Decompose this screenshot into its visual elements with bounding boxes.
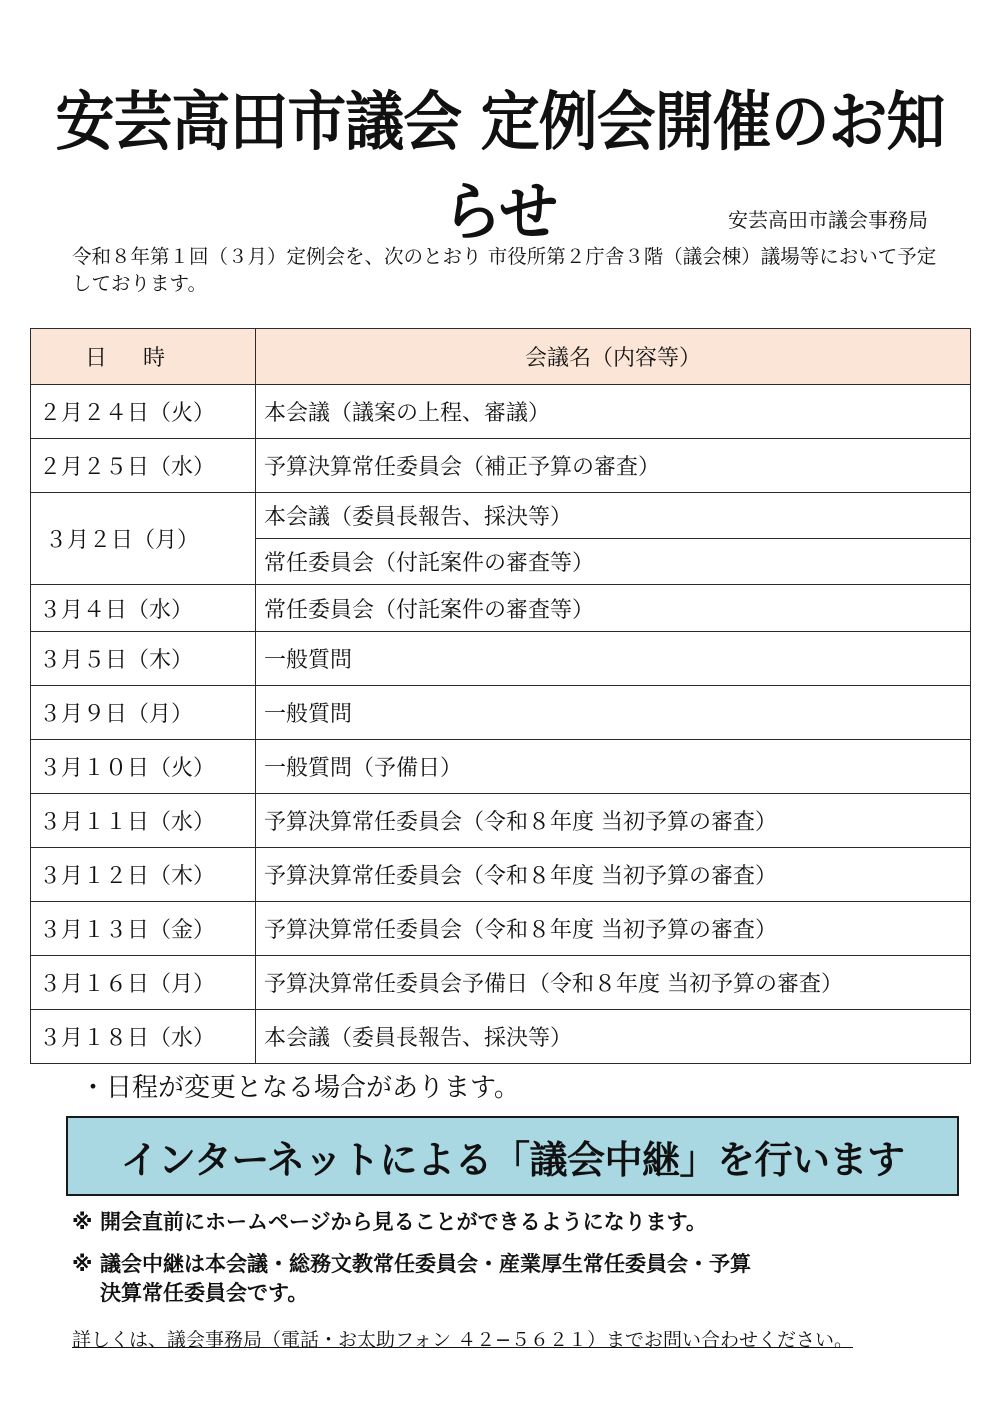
- table-row: [31, 686, 971, 740]
- meeting-name: 一般質問: [256, 632, 971, 686]
- schedule-date: ３月１０日（火）: [31, 740, 256, 794]
- table-header-row: [31, 329, 971, 385]
- page-title: 安芸高田市議会 定例会開催のお知らせ: [55, 86, 945, 250]
- schedule-date: ３月１３日（金）: [31, 902, 256, 956]
- meeting-name: 常任委員会（付託案件の審査等）: [256, 539, 971, 585]
- schedule-date: ３月１６日（月）: [31, 956, 256, 1010]
- remark-mark: ※: [72, 1210, 93, 1234]
- meeting-name: 予算決算常任委員会（令和８年度 当初予算の審査）: [256, 794, 971, 848]
- broadcast-banner: インターネットによる「議会中継」を行います: [66, 1116, 959, 1196]
- remark-2-text-line2: 決算常任委員会です。: [100, 1281, 309, 1305]
- schedule-date: ３月１１日（水）: [31, 794, 256, 848]
- table-row: [31, 385, 971, 439]
- table-row: [31, 902, 971, 956]
- table-row: [31, 1010, 971, 1064]
- remark-1-text: 開会直前にホームページから見ることができるようになります。: [100, 1210, 707, 1234]
- schedule-date: ２月２４日（火）: [31, 385, 256, 439]
- schedule-table: [30, 328, 971, 1064]
- schedule-date: ３月９日（月）: [31, 686, 256, 740]
- schedule-date: ３月５日（木）: [31, 632, 256, 686]
- contact-info: 詳しくは、議会事務局（電話・お太助フォン ４２−５６２１）までお問い合わせください。: [72, 1329, 854, 1351]
- remark-mark: ※: [72, 1252, 93, 1276]
- table-row: [31, 794, 971, 848]
- schedule-date: ３月１２日（木）: [31, 848, 256, 902]
- table-row: [31, 632, 971, 686]
- remark-2-text-line1: 議会中継は本会議・総務文教常任委員会・産業厚生常任委員会・予算: [100, 1252, 751, 1276]
- issuer: 安芸高田市議会事務局: [728, 208, 928, 232]
- meeting-name: 予算決算常任委員会（令和８年度 当初予算の審査）: [256, 902, 971, 956]
- meeting-name: 本会議（議案の上程、審議）: [256, 385, 971, 439]
- schedule-change-note: ・日程が変更となる場合があります。: [80, 1073, 520, 1103]
- table-row: [31, 585, 971, 632]
- schedule-date: ２月２５日（水）: [31, 439, 256, 493]
- header-meeting: 会議名（内容等）: [256, 329, 971, 385]
- header-date: 日時: [31, 329, 256, 385]
- meeting-name: 一般質問（予備日）: [256, 740, 971, 794]
- schedule-date: ３月１８日（水）: [31, 1010, 256, 1064]
- remark-1: [72, 1208, 952, 1237]
- meeting-name: 予算決算常任委員会（令和８年度 当初予算の審査）: [256, 848, 971, 902]
- meeting-name: 一般質問: [256, 686, 971, 740]
- remark-2: [72, 1250, 952, 1308]
- schedule-body: [31, 385, 971, 1064]
- meeting-name: 本会議（委員長報告、採決等）: [256, 493, 971, 539]
- meeting-name: 本会議（委員長報告、採決等）: [256, 1010, 971, 1064]
- table-row: [31, 956, 971, 1010]
- meeting-name: 常任委員会（付託案件の審査等）: [256, 585, 971, 632]
- schedule-date: ３月２日（月）: [31, 493, 256, 585]
- table-row: [31, 848, 971, 902]
- table-row: [31, 493, 971, 539]
- table-row: [31, 740, 971, 794]
- meeting-name: 予算決算常任委員会（補正予算の審査）: [256, 439, 971, 493]
- table-row: [31, 439, 971, 493]
- intro-text: 令和８年第１回（３月）定例会を、次のとおり 市役所第２庁舎３階（議会棟）議場等において予定しております。: [72, 245, 937, 295]
- schedule-date: ３月４日（水）: [31, 585, 256, 632]
- meeting-name: 予算決算常任委員会予備日（令和８年度 当初予算の審査）: [256, 956, 971, 1010]
